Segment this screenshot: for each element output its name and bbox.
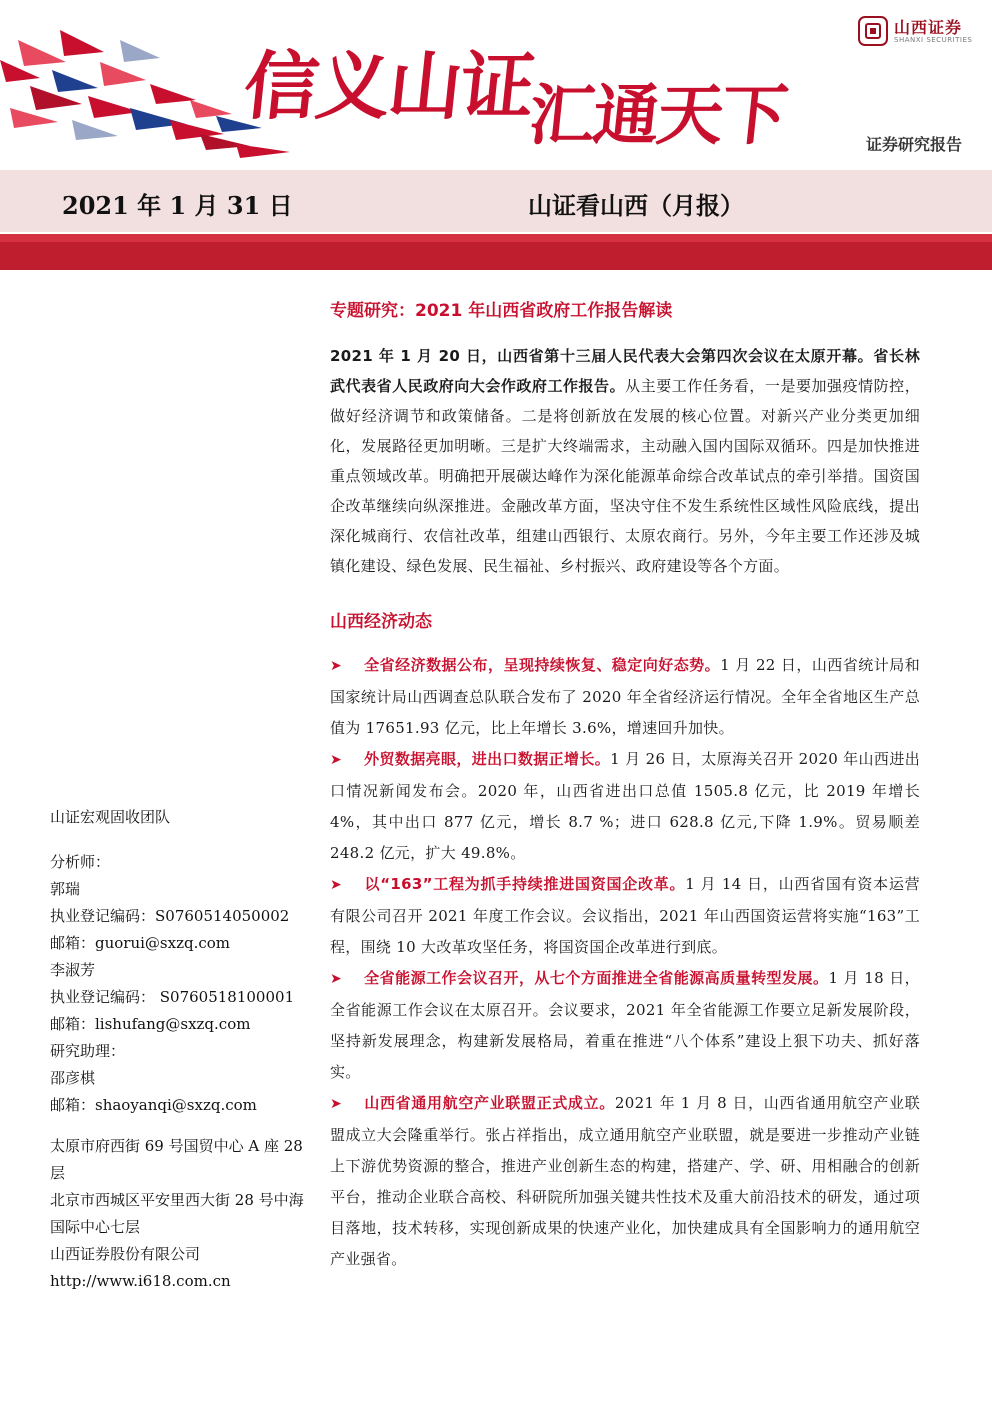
slogan-part1: 信义山证 <box>239 44 537 130</box>
news-item <box>330 869 920 963</box>
main-content <box>330 296 920 1275</box>
news-body: 1 月 26 日，太原海关召开 2020 年山西进出口情况新闻发布会。2020 年，山西省进出口总值 1505.8 亿元，比 2019 年增长 4%，其中出口 877 亿元，增长 8.7 %；进口 628.8 亿元,下降 1.9%。贸易顺差 248.2 亿元，扩大 49.8%。 <box>330 750 920 862</box>
analyst-name: 郭瑞 <box>50 880 81 898</box>
analyst-email: 邮箱：lishufang@sxzq.com <box>50 1015 251 1033</box>
team-name: 山证宏观固收团队 <box>50 808 171 826</box>
sidebar <box>50 804 312 1295</box>
topic-paragraph <box>330 341 920 581</box>
news-item <box>330 650 920 744</box>
news-headline: 全省能源工作会议召开，从七个方面推进全省能源高质量转型发展。 <box>364 969 829 987</box>
topic-lead: 2021 年 1 月 20 日，山西省第十三届人民代表大会第四次会议在太原开幕。省长林武代表省人民政府向大会作政府工作报告。 <box>330 347 920 395</box>
news-headline: 外贸数据亮眼，进出口数据正增长。 <box>364 750 611 768</box>
analyst-name: 李淑芳 <box>50 961 96 979</box>
arrow-bullet-icon: ➤ <box>330 658 343 674</box>
report-type-label: 证券研究报告 <box>866 135 963 154</box>
news-headline: 以“163”工程为抓手持续推进国资国企改革。 <box>364 875 686 893</box>
news-body: 2021 年 1 月 8 日，山西省通用航空产业联盟成立大会隆重举行。张占祥指出，成立通用航空产业联盟，就是要进一步推动产业链上下游优势资源的整合，推进产业创新生态的构建，搭建产、学、研、用相融合的创新平台，推动企业联合高校、科研院所加强关键共性技术及重大前沿技术的研发，通过项目落地，技术转移，实现创新成果的快速产业化，加快建成具有全国影响力的通用航空产业强省。 <box>330 1094 920 1268</box>
red-band-highlight <box>0 234 992 242</box>
news-headline: 全省经济数据公布，呈现持续恢复、稳定向好态势。 <box>364 656 721 674</box>
news-body: 1 月 14 日，山西省国有资本运营有限公司召开 2021 年度工作会议。会议指出，2021 年山西国资运营将实施“163”工程，围绕 10 大改革攻坚任务，将国资国企改革进行到底。 <box>330 875 920 956</box>
news-item <box>330 744 920 869</box>
company-logo-icon <box>858 16 888 46</box>
report-date: 2021 年 1 月 31 日 <box>62 191 293 220</box>
news-body: 1 月 18 日，全省能源工作会议在太原召开。会议要求，2021 年全省能源工作要立足新发展阶段，坚持新发展理念，构建新发展格局，着重在推进“八个体系”建设上狠下功夫、抓好落实。 <box>330 969 920 1081</box>
news-body: 1 月 22 日，山西省统计局和国家统计局山西调查总队联合发布了 2020 年全省经济运行情况。全年全省地区生产总值为 17651.93 亿元，比上年增长 3.6%，增速回升加快。 <box>330 656 920 737</box>
arrow-bullet-icon: ➤ <box>330 971 343 987</box>
analyst-registration: 执业登记编码：S0760514050002 <box>50 907 290 925</box>
analyst-registration: 执业登记编码： S0760518100001 <box>50 988 295 1006</box>
logo-name-en: SHANXI SECURITIES <box>894 36 973 44</box>
topic-heading: 专题研究：2021 年山西省政府工作报告解读 <box>330 301 673 321</box>
address-beijing: 北京市西城区平安里西大街 28 号中海国际中心七层 <box>50 1191 304 1236</box>
header-banner <box>0 0 992 170</box>
publication-title: 山证看山西（月报） <box>528 192 744 220</box>
company-website: http://www.i618.com.cn <box>50 1272 231 1290</box>
news-headline: 山西省通用航空产业联盟正式成立。 <box>364 1094 615 1112</box>
analyst-label: 分析师： <box>50 853 111 871</box>
logo-name-cn: 山西证券 <box>894 18 963 37</box>
assistant-label: 研究助理： <box>50 1042 126 1060</box>
slogan-part2: 汇通天下 <box>525 77 790 154</box>
dynamics-heading: 山西经济动态 <box>330 612 432 632</box>
assistant-name: 邵彦棋 <box>50 1069 96 1087</box>
date-band <box>0 170 992 232</box>
company-logo <box>858 14 982 50</box>
red-divider-band <box>0 234 992 270</box>
topic-body: 从主要工作任务看，一是要加强疫情防控，做好经济调节和政策储备。二是将创新放在发展的核心位置。对新兴产业分类更加细化，发展路径更加明晰。三是扩大终端需求，主动融入国内国际双循环。四是加快推进重点领域改革。明确把开展碳达峰作为深化能源革命综合改革试点的牵引举措。国资国企改革继续向纵深推进。金融改革方面，坚决守住不发生系统性区域性风险底线，提出深化城商行、农信社改革，组建山西银行、太原农商行。另外，今年主要工作还涉及城镇化建设、绿色发展、民生福祉、乡村振兴、政府建设等各个方面。 <box>330 377 921 575</box>
arrow-bullet-icon: ➤ <box>330 1096 343 1112</box>
news-item <box>330 963 920 1088</box>
analyst-email: 邮箱：guorui@sxzq.com <box>50 934 231 952</box>
assistant-email: 邮箱：shaoyanqi@sxzq.com <box>50 1096 257 1114</box>
arrow-bullet-icon: ➤ <box>330 752 343 768</box>
arrow-bullet-icon: ➤ <box>330 877 343 893</box>
company-name: 山西证券股份有限公司 <box>50 1245 201 1263</box>
address-taiyuan: 太原市府西街 69 号国贸中心 A 座 28 层 <box>50 1137 303 1182</box>
news-item <box>330 1088 920 1275</box>
